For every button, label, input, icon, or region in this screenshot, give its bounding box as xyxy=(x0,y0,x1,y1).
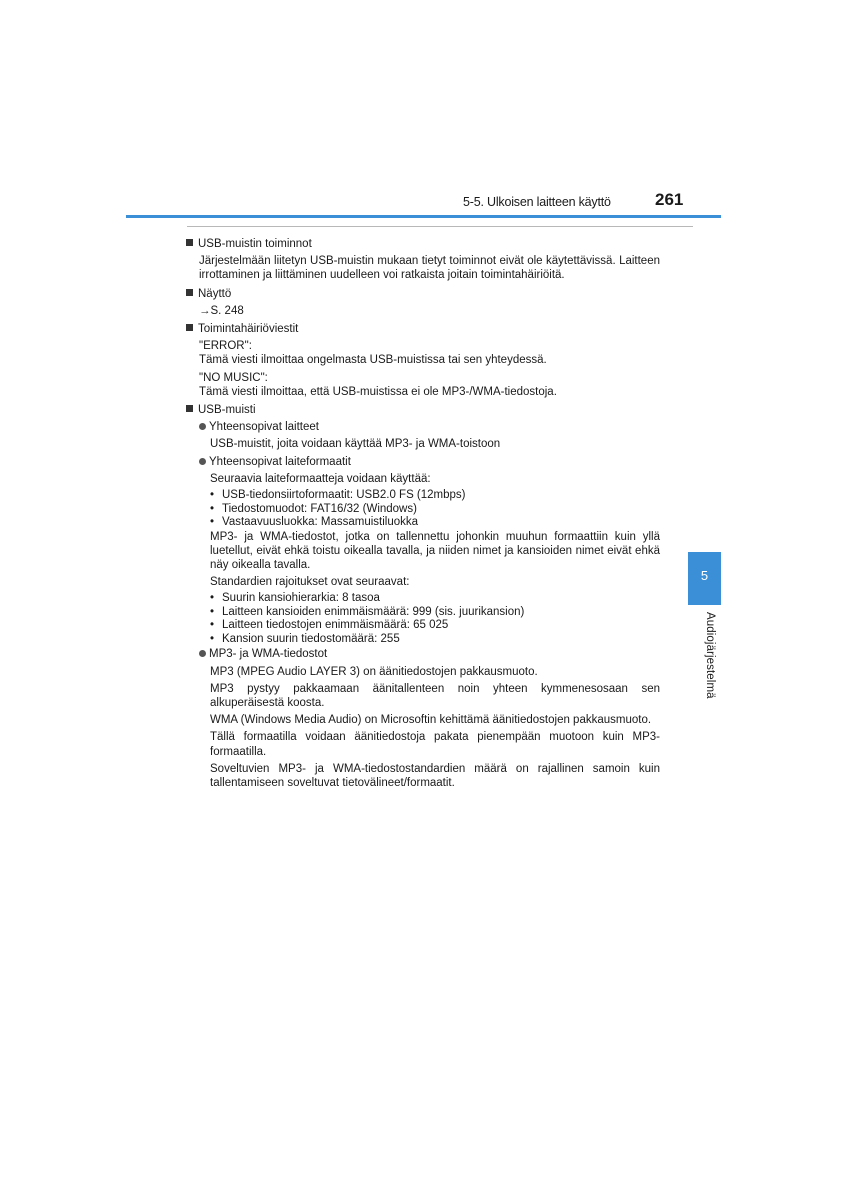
paragraph: Standardien rajoitukset ovat seuraavat: xyxy=(210,576,410,589)
circle-bullet-icon xyxy=(199,458,206,465)
section-heading xyxy=(186,237,660,251)
subheading xyxy=(199,420,660,434)
paragraph: MP3 pystyy pakkaamaan äänitallenteen noin yhteen kymmenesosaan sen alkuperäisestä koosta. xyxy=(210,682,660,709)
subheading-text: MP3- ja WMA-tiedostot xyxy=(209,648,328,661)
paragraph: Tällä formaatilla voidaan äänitiedostoja pakata pienempään muotoon kuin MP3-formaatilla. xyxy=(210,731,660,758)
paragraph: Tämä viesti ilmoittaa, että USB-muistissa ei ole MP3-/WMA-tiedostoja. xyxy=(199,385,557,398)
page-reference-link[interactable]: →S. 248 xyxy=(199,304,244,317)
paragraph: Järjestelmään liitetyn USB-muistin mukaan tietyt toiminnot eivät ole käytettävissä. Laitteen irrottaminen ja liittäminen uudelleen voi ratkaista joitain toimintahäiriöitä. xyxy=(199,255,660,282)
heading-text: USB-muisti xyxy=(198,404,256,417)
circle-bullet-icon xyxy=(199,423,206,430)
page-content xyxy=(186,237,660,790)
list-item: • Tiedostomuodot: FAT16/32 (Windows) xyxy=(210,502,417,515)
message-label: "ERROR": xyxy=(199,340,252,353)
subheading-text: Yhteensopivat laiteformaatit xyxy=(209,455,351,468)
square-bullet-icon xyxy=(186,324,193,331)
list-item: • USB-tiedonsiirtoformaatit: USB2.0 FS (12mbps) xyxy=(210,489,466,502)
heading-text: USB-muistin toiminnot xyxy=(198,238,312,250)
chapter-label: Audiojärjestelmä xyxy=(704,612,716,699)
page-number: 261 xyxy=(655,190,684,209)
format-list xyxy=(210,489,660,530)
subheading xyxy=(199,647,660,661)
paragraph: MP3 (MPEG Audio LAYER 3) on äänitiedostojen pakkausmuoto. xyxy=(210,665,538,678)
limits-list xyxy=(210,592,660,646)
paragraph: MP3- ja WMA-tiedostot, jotka on tallennettu johonkin muuhun formaattiin kuin yllä luetellut, eivät ehkä toistu oikealla tavalla, ja niiden nimet ja kansioiden nimet eivät ehkä näy oikealla tavalla. xyxy=(210,530,660,571)
paragraph: WMA (Windows Media Audio) on Microsoftin kehittämä äänitiedostojen pakkausmuoto. xyxy=(210,714,652,727)
section-heading xyxy=(186,287,660,301)
list-item: • Laitteen tiedostojen enimmäismäärä: 65 025 xyxy=(210,619,449,632)
paragraph: USB-muistit, joita voidaan käyttää MP3- ja WMA-toistoon xyxy=(210,438,501,451)
section-heading xyxy=(186,322,660,336)
heading-text: Toimintahäiriöviestit xyxy=(198,323,299,336)
section-heading xyxy=(186,403,660,417)
square-bullet-icon xyxy=(186,289,193,296)
subheading xyxy=(199,455,660,469)
list-item: • Laitteen kansioiden enimmäismäärä: 999 (sis. juurikansion) xyxy=(210,605,525,618)
square-bullet-icon xyxy=(186,405,193,412)
paragraph: Seuraavia laiteformaatteja voidaan käyttää: xyxy=(210,472,431,485)
list-item: • Kansion suurin tiedostomäärä: 255 xyxy=(210,632,400,645)
list-item: • Suurin kansiohierarkia: 8 tasoa xyxy=(210,592,380,605)
header-rule xyxy=(126,215,721,218)
header-divider xyxy=(187,226,693,227)
chapter-tab[interactable]: 5 xyxy=(688,552,721,605)
paragraph: Soveltuvien MP3- ja WMA-tiedostostandardien määrä on rajallinen samoin kuin tallentamiseen soveltuvat tietovälineet/formaatit. xyxy=(210,762,660,789)
heading-text: Näyttö xyxy=(198,287,232,300)
subheading-text: Yhteensopivat laitteet xyxy=(209,421,319,434)
paragraph: Tämä viesti ilmoittaa ongelmasta USB-muistissa tai sen yhteydessä. xyxy=(199,354,547,367)
circle-bullet-icon xyxy=(199,650,206,657)
message-label: "NO MUSIC": xyxy=(199,371,268,384)
section-title: 5-5. Ulkoisen laitteen käyttö xyxy=(463,195,611,209)
square-bullet-icon xyxy=(186,239,193,246)
list-item: • Vastaavuusluokka: Massamuistiluokka xyxy=(210,516,419,529)
